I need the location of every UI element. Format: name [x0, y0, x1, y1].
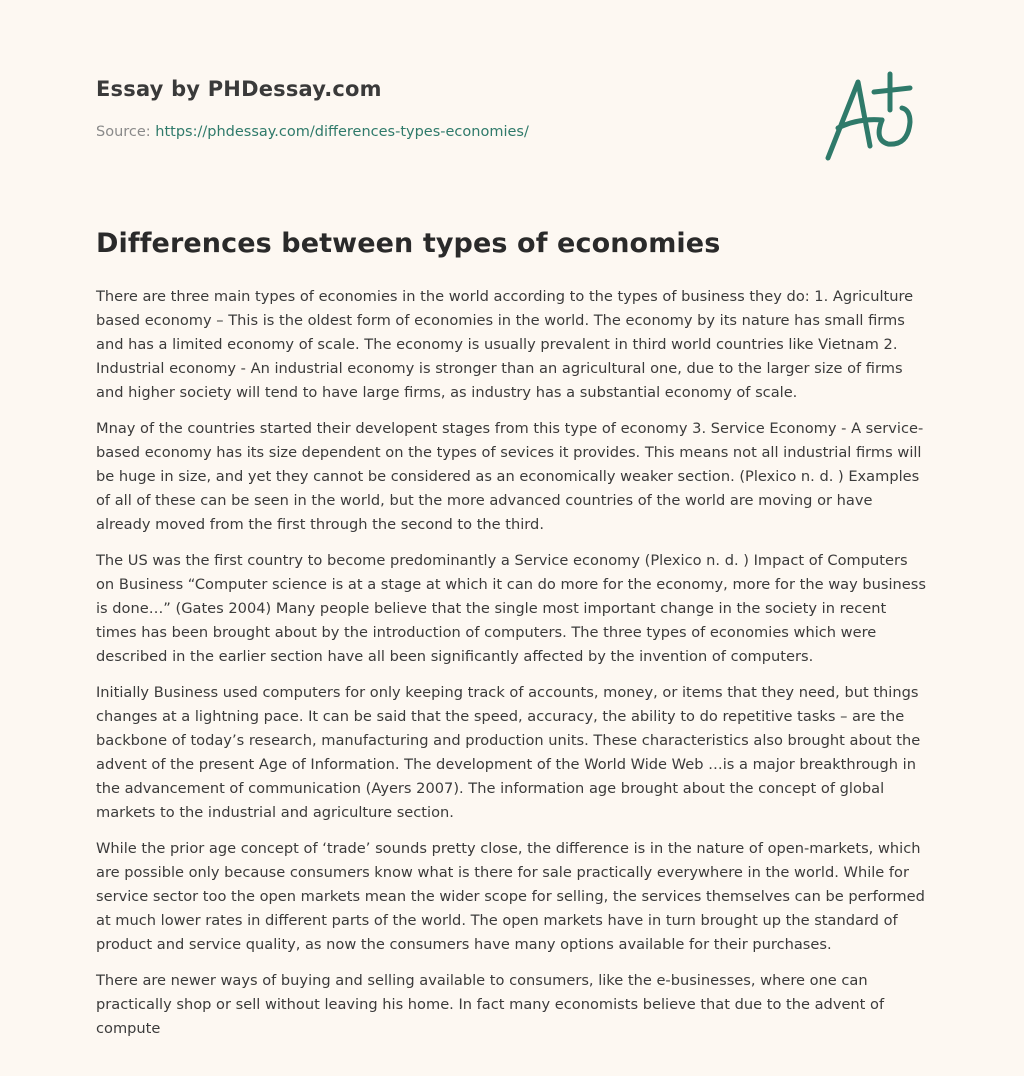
a-plus-logo-icon — [824, 66, 928, 166]
essay-paragraph: Mnay of the countries started their developent stages from this type of economy 3. Service Economy - A service-based economy has its size dependent on the types of sevices it provides. This means not all industrial firms will be huge in size, and yet they cannot be considered as an economically weaker section. (Plexico n. d. ) Examples of all of these can be seen in the world, but the more advanced countries of the world are moving or have already moved from the first through the second to the third. — [96, 420, 924, 533]
source-label: Source: — [96, 124, 156, 140]
site-brand: Essay by PHDessay.com — [96, 77, 382, 101]
essay-paragraph: The US was the first country to become predominantly a Service economy (Plexico n. d. ) Impact of Computers on Business “Computer science is at a stage at which it can do more for the economy, more for the way business is done…” (Gates 2004) Many people believe that the single most important change in the society in recent times has been brought about by the introduction of computers. The three types of economies which were described in the earlier section have all been significantly affected by the invention of computers. — [96, 552, 926, 665]
essay-paragraph: There are three main types of economies in the world according to the types of business they do: 1. Agriculture based economy – This is the oldest form of economies in the world. The economy by its nature has small firms and has a limited economy of scale. The economy is usually prevalent in third world countries like Vietnam 2. Industrial economy - An industrial economy is stronger than an agricultural one, due to the larger size of firms and higher society will tend to have large firms, as industry has a substantial economy of scale. — [96, 288, 914, 401]
essay-paragraph: There are newer ways of buying and selling available to consumers, like the e-businesses, where one can practically shop or sell without leaving his home. In fact many economists believe that due to the advent of compute — [96, 972, 885, 1037]
essay-paragraph: While the prior age concept of ‘trade’ sounds pretty close, the difference is in the nature of open-markets, which are possible only because consumers know what is there for sale practically everywhere in the world. While for service sector too the open markets mean the wider scope for selling, the services themselves can be performed at much lower rates in different parts of the world. The open markets have in turn brought up the standard of product and service quality, as now the consumers have many options available for their purchases. — [96, 840, 925, 953]
page-header — [96, 0, 928, 200]
source-line — [96, 124, 529, 140]
essay-body — [96, 285, 928, 1053]
essay-paragraph: Initially Business used computers for only keeping track of accounts, money, or items that they need, but things changes at a lightning pace. It can be said that the speed, accuracy, the ability to do repetitive tasks – are the backbone of today’s research, manufacturing and production units. These characteristics also brought about the advent of the present Age of Information. The development of the World Wide Web …is a major breakthrough in the advancement of communication (Ayers 2007). The information age brought about the concept of global markets to the industrial and agriculture section. — [96, 684, 921, 821]
essay-page — [96, 0, 928, 1037]
source-link[interactable]: https://phdessay.com/differences-types-economies/ — [155, 124, 529, 140]
essay-title: Differences between types of economies — [96, 228, 721, 259]
